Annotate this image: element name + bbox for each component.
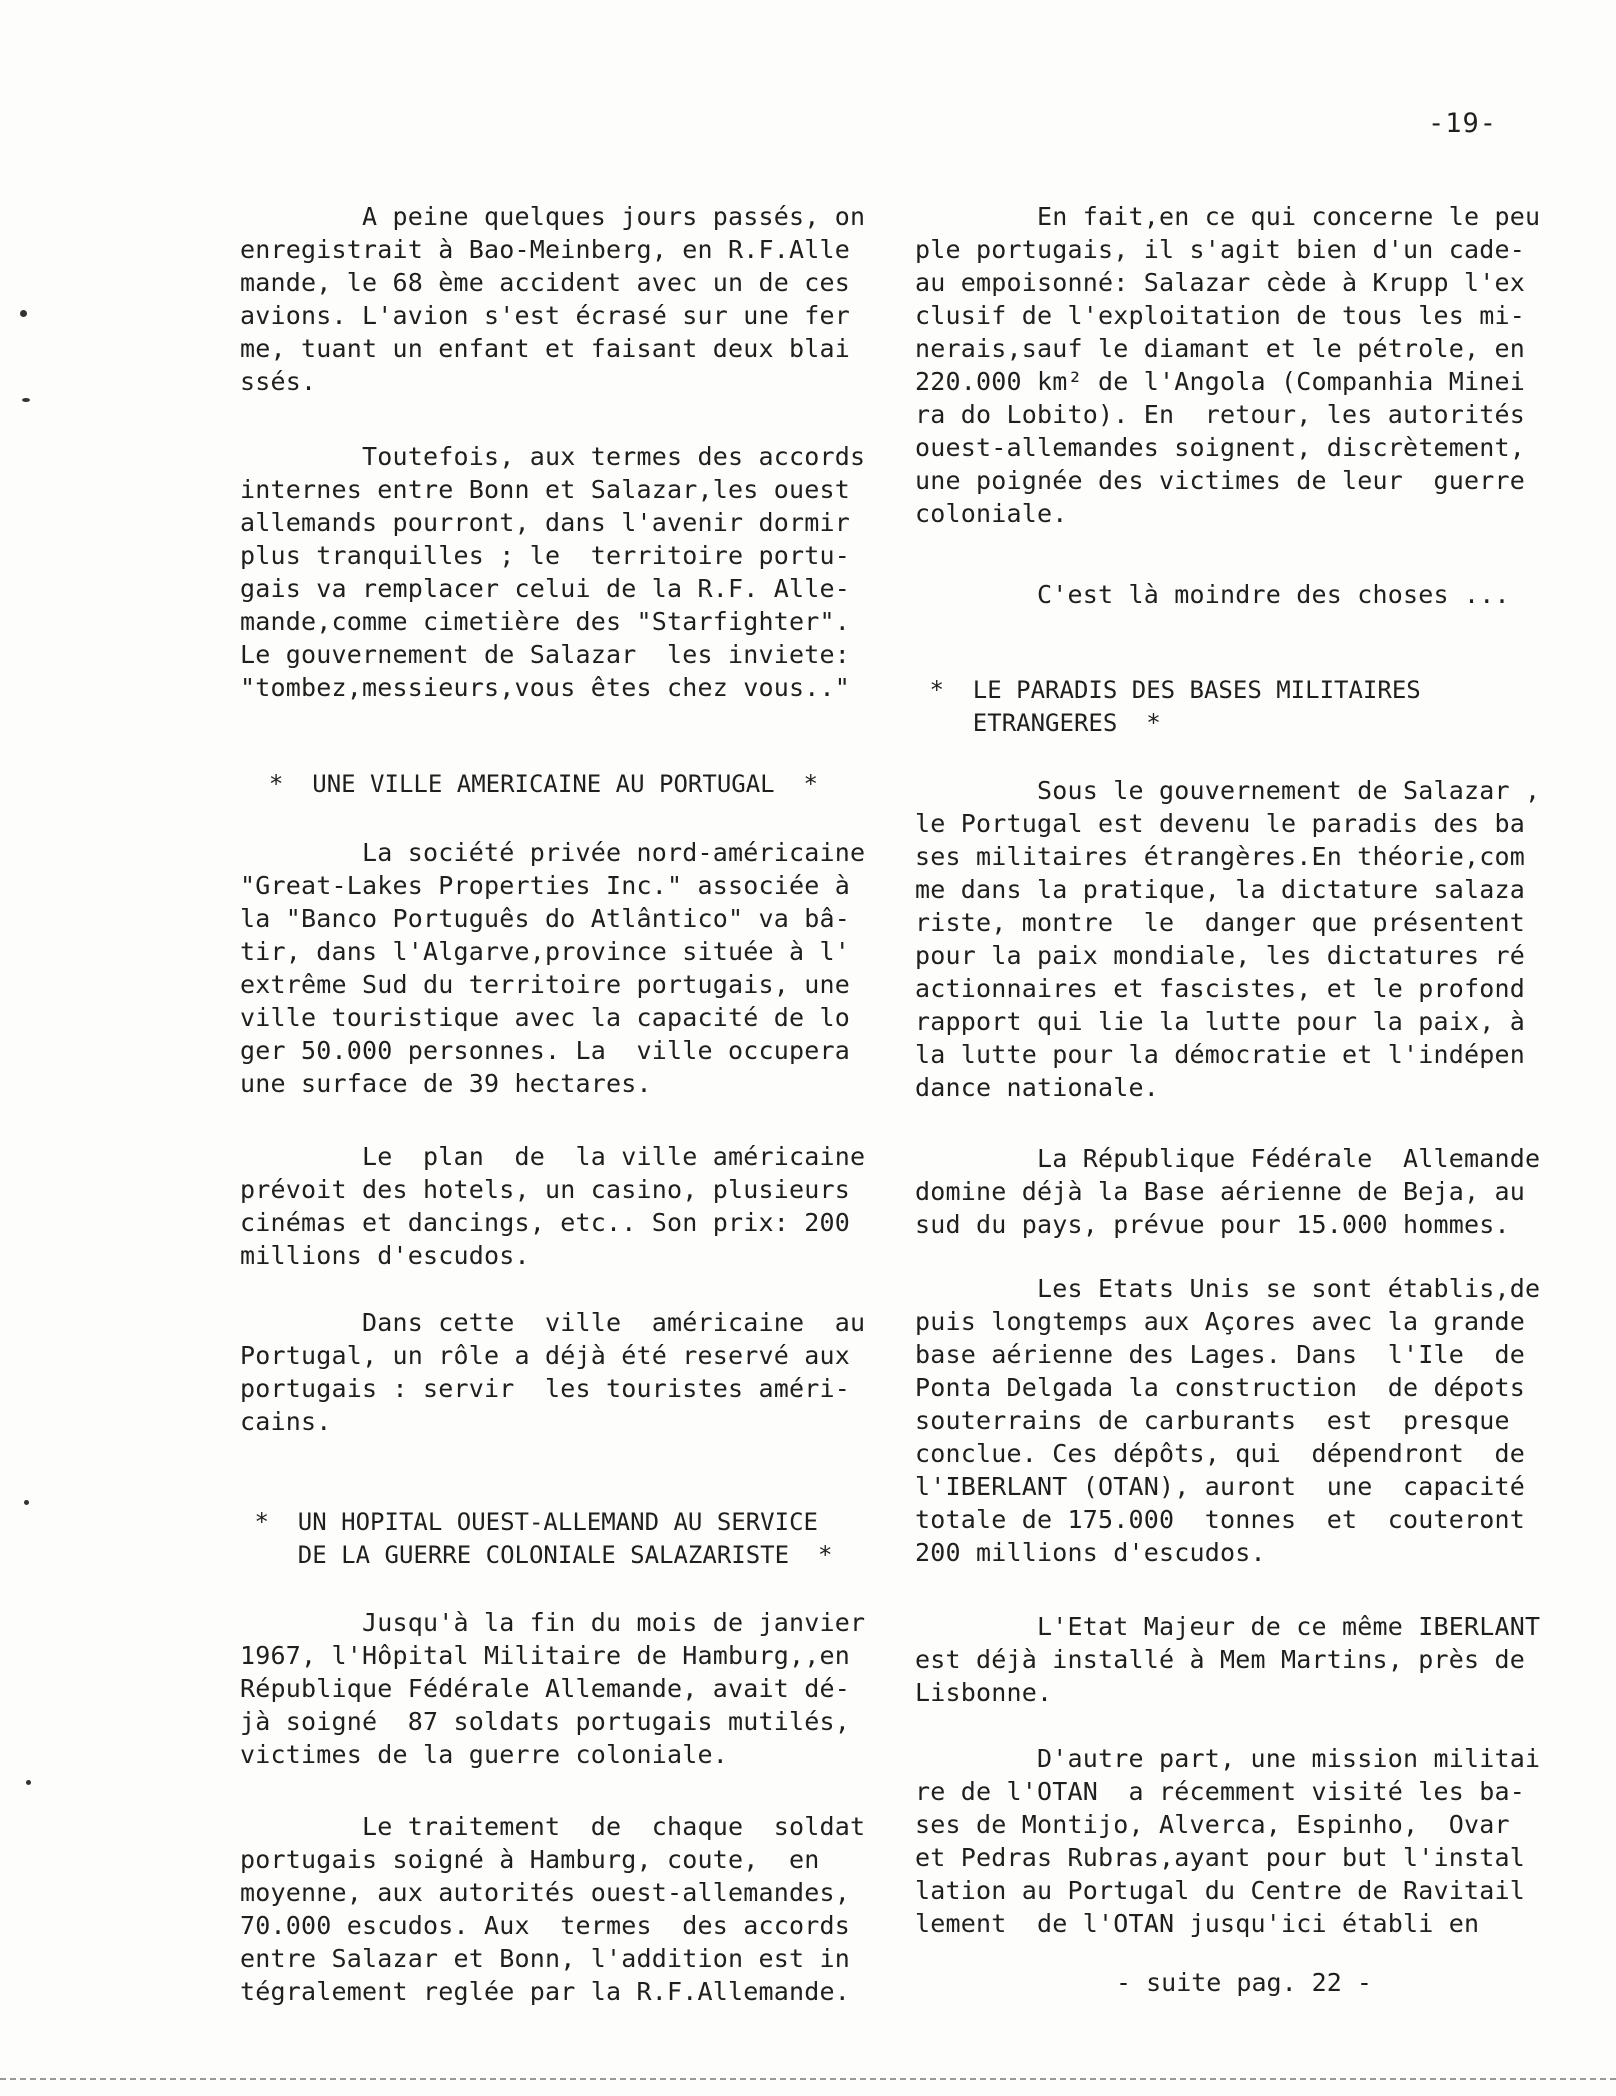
right-para-1 — [915, 200, 1540, 530]
scan-speck — [20, 310, 27, 317]
text-line: Dans cette ville américaine au — [240, 1308, 866, 1337]
left-heading-2 — [240, 1506, 832, 1572]
text-line: puis longtemps aux Açores avec la grande — [915, 1307, 1526, 1336]
text-line: République Fédérale Allemande, avait dé- — [240, 1674, 851, 1703]
section-heading: ETRANGERES * — [915, 709, 1161, 737]
left-para-1 — [240, 200, 865, 398]
text-line: Portugal, un rôle a déjà été reservé aux — [240, 1341, 851, 1370]
text-line: clusif de l'exploitation de tous les mi- — [915, 301, 1526, 330]
text-line: ville touristique avec la capacité de lo — [240, 1003, 851, 1032]
text-line: portugais soigné à Hamburg, coute, en — [240, 1845, 820, 1874]
text-line: tégralement reglée par la R.F.Allemande. — [240, 1977, 851, 2006]
text-line: coloniale. — [915, 499, 1068, 528]
text-line: l'IBERLANT (OTAN), auront une capacité — [915, 1472, 1526, 1501]
text-line: L'Etat Majeur de ce même IBERLANT — [915, 1612, 1541, 1641]
text-line: sud du pays, prévue pour 15.000 hommes. — [915, 1210, 1510, 1239]
text-line: et Pedras Rubras,ayant pour but l'instal — [915, 1843, 1526, 1872]
text-line: pour la paix mondiale, les dictatures ré — [915, 941, 1526, 970]
text-line: au empoisonné: Salazar cède à Krupp l'ex — [915, 268, 1526, 297]
text-line: En fait,en ce qui concerne le peu — [915, 202, 1541, 231]
text-line: victimes de la guerre coloniale. — [240, 1740, 729, 1769]
text-line: Jusqu'à la fin du mois de janvier — [240, 1608, 866, 1637]
text-line: ger 50.000 personnes. La ville occupera — [240, 1036, 851, 1065]
text-line: Les Etats Unis se sont établis,de — [915, 1274, 1541, 1303]
text-line: A peine quelques jours passés, on — [240, 202, 866, 231]
section-heading: DE LA GUERRE COLONIALE SALAZARISTE * — [240, 1541, 833, 1569]
text-line: dance nationale. — [915, 1073, 1160, 1102]
right-para-5 — [915, 1272, 1540, 1569]
text-line: tir, dans l'Algarve,province située à l' — [240, 937, 851, 966]
text-line: ra do Lobito). En retour, les autorités — [915, 400, 1526, 429]
section-heading: * UNE VILLE AMERICAINE AU PORTUGAL * — [240, 770, 818, 798]
right-para-3 — [915, 774, 1540, 1104]
text-line: "tombez,messieurs,vous êtes chez vous.." — [240, 673, 851, 702]
text-line: Toutefois, aux termes des accords — [240, 442, 866, 471]
text-line: ses militaires étrangères.En théorie,com — [915, 842, 1526, 871]
text-line: prévoit des hotels, un casino, plusieurs — [240, 1175, 851, 1204]
left-heading-1 — [240, 768, 818, 801]
text-line: gais va remplacer celui de la R.F. Alle- — [240, 574, 851, 603]
text-line: lement de l'OTAN jusqu'ici établi en — [915, 1909, 1480, 1938]
text-line: une poignée des victimes de leur guerre — [915, 466, 1526, 495]
text-line: Ponta Delgada la construction de dépots — [915, 1373, 1526, 1402]
text-line: domine déjà la Base aérienne de Beja, au — [915, 1177, 1526, 1206]
text-line: 200 millions d'escudos. — [915, 1538, 1266, 1567]
page-edge-rule — [0, 2078, 1616, 2080]
left-para-2 — [240, 440, 865, 704]
scan-speck — [24, 1500, 29, 1505]
text-line: me dans la pratique, la dictature salaza — [915, 875, 1526, 904]
text-line: la "Banco Português do Atlântico" va bâ- — [240, 904, 851, 933]
text-line: conclue. Ces dépôts, qui dépendront de — [915, 1439, 1526, 1468]
text-line: mande,comme cimetière des "Starfighter". — [240, 607, 851, 636]
text-line: C'est là moindre des choses ... — [915, 580, 1510, 609]
text-line: 220.000 km² de l'Angola (Companhia Minei — [915, 367, 1526, 396]
text-line: plus tranquilles ; le territoire portu- — [240, 541, 851, 570]
text-line: Lisbonne. — [915, 1678, 1053, 1707]
text-line: internes entre Bonn et Salazar,les ouest — [240, 475, 851, 504]
right-para-7 — [915, 1742, 1540, 1940]
text-line: est déjà installé à Mem Martins, près de — [915, 1645, 1526, 1674]
text-line: le Portugal est devenu le paradis des ba — [915, 809, 1526, 838]
right-para-4 — [915, 1142, 1540, 1241]
text-line: 70.000 escudos. Aux termes des accords — [240, 1911, 851, 1940]
left-para-5 — [240, 1306, 865, 1438]
text-line: cains. — [240, 1407, 332, 1436]
text-line: nerais,sauf le diamant et le pétrole, en — [915, 334, 1526, 363]
right-para-6 — [915, 1610, 1540, 1709]
scan-speck — [26, 1780, 31, 1785]
right-para-2 — [915, 578, 1510, 611]
text-line: allemands pourront, dans l'avenir dormir — [240, 508, 851, 537]
text-line: La société privée nord-américaine — [240, 838, 866, 867]
left-para-6 — [240, 1606, 865, 1771]
text-line: re de l'OTAN a récemment visité les ba- — [915, 1777, 1526, 1806]
text-line: Le gouvernement de Salazar les inviete: — [240, 640, 851, 669]
text-line: souterrains de carburants est presque — [915, 1406, 1510, 1435]
left-para-4 — [240, 1140, 865, 1272]
section-heading: * UN HOPITAL OUEST-ALLEMAND AU SERVICE — [240, 1508, 818, 1536]
text-line: Le traitement de chaque soldat — [240, 1812, 866, 1841]
text-line: 1967, l'Hôpital Militaire de Hamburg,,en — [240, 1641, 851, 1670]
text-line: extrême Sud du territoire portugais, une — [240, 970, 851, 999]
text-line: "Great-Lakes Properties Inc." associée à — [240, 871, 851, 900]
left-para-7 — [240, 1810, 865, 2008]
text-line: riste, montre le danger que présentent — [915, 908, 1526, 937]
text-line: totale de 175.000 tonnes et couteront — [915, 1505, 1526, 1534]
text-line: ses de Montijo, Alverca, Espinho, Ovar — [915, 1810, 1510, 1839]
text-line: Sous le gouvernement de Salazar , — [915, 776, 1541, 805]
text-line: rapport qui lie la lutte pour la paix, à — [915, 1007, 1526, 1036]
text-line: D'autre part, une mission militai — [915, 1744, 1541, 1773]
text-line: actionnaires et fascistes, et le profond — [915, 974, 1526, 1003]
right-heading-1 — [915, 674, 1421, 740]
text-line: enregistrait à Bao-Meinberg, en R.F.Alle — [240, 235, 851, 264]
scan-speck — [22, 398, 30, 402]
text-line: jà soigné 87 soldats portugais mutilés, — [240, 1707, 851, 1736]
text-line: lation au Portugal du Centre de Ravitail — [915, 1876, 1526, 1905]
section-heading: * LE PARADIS DES BASES MILITAIRES — [915, 676, 1421, 704]
text-line: ple portugais, il s'agit bien d'un cade- — [915, 235, 1526, 264]
text-line: cinémas et dancings, etc.. Son prix: 200 — [240, 1208, 851, 1237]
text-line: ssés. — [240, 367, 317, 396]
text-line: moyenne, aux autorités ouest-allemandes, — [240, 1878, 851, 1907]
text-line: une surface de 39 hectares. — [240, 1069, 652, 1098]
text-line: portugais : servir les touristes améri- — [240, 1374, 851, 1403]
text-line: la lutte pour la démocratie et l'indépen — [915, 1040, 1526, 1069]
text-line: entre Salazar et Bonn, l'addition est in — [240, 1944, 851, 1973]
left-para-3 — [240, 836, 865, 1100]
text-line: Le plan de la ville américaine — [240, 1142, 866, 1171]
text-line: La République Fédérale Allemande — [915, 1144, 1541, 1173]
continuation-note: - suite pag. 22 - — [1116, 1968, 1372, 1997]
text-line: ouest-allemandes soignent, discrètement, — [915, 433, 1526, 462]
text-line: avions. L'avion s'est écrasé sur une fer — [240, 301, 851, 330]
text-line: millions d'escudos. — [240, 1241, 530, 1270]
text-line: base aérienne des Lages. Dans l'Ile de — [915, 1340, 1526, 1369]
text-line: me, tuant un enfant et faisant deux blai — [240, 334, 851, 363]
text-line: mande, le 68 ème accident avec un de ces — [240, 268, 851, 297]
page-number: -19- — [1428, 108, 1498, 139]
